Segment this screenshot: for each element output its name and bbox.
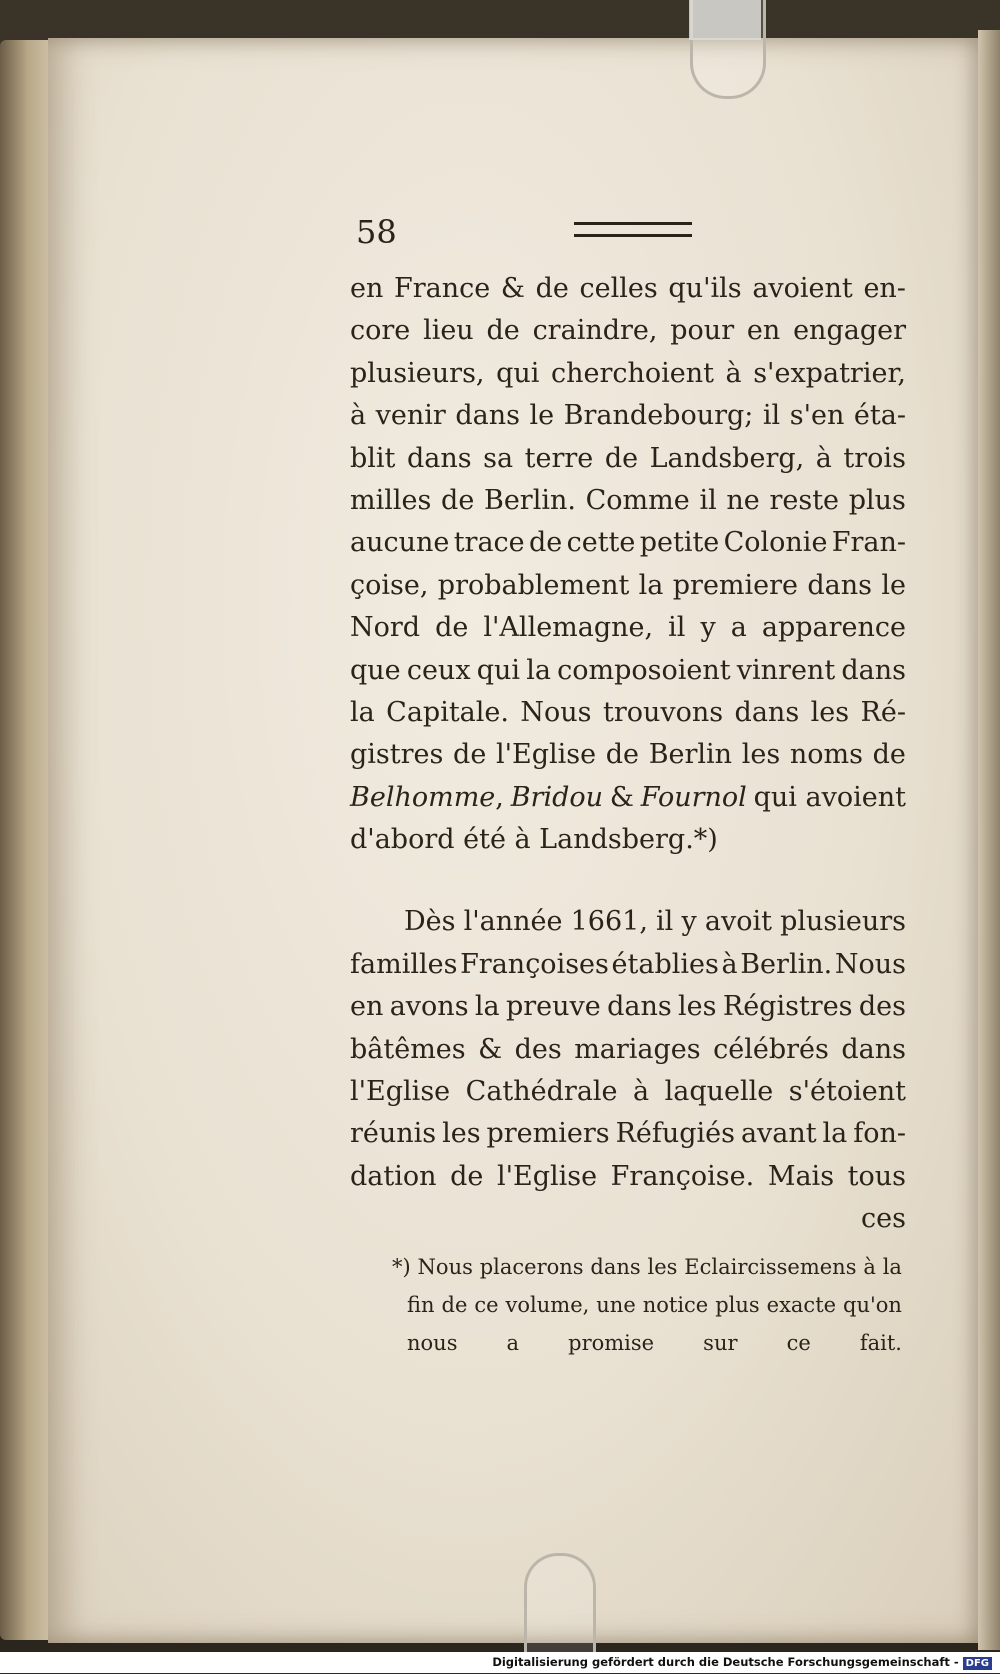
- text-line-last: d'abord été à Landsberg.*): [350, 824, 718, 856]
- footnote: [392, 1248, 902, 1362]
- paragraph-1: [350, 268, 906, 777]
- text-line: que ceux qui la composoient vinrent dans: [350, 654, 906, 686]
- page-stack-right-edge: [978, 30, 1000, 1650]
- text-line: la Capitale. Nous trouvons dans les Ré-: [350, 696, 906, 728]
- text-line: plusieurs, qui cherchoient à s'expatrier,: [350, 357, 906, 389]
- page-clip-top: [690, 0, 766, 99]
- text-line: Dès l'année 1661, il y avoit plusieurs: [404, 906, 906, 938]
- text-line: aucune trace de cette petite Colonie Fran-: [350, 527, 906, 559]
- dfg-logo: DFG: [963, 1657, 992, 1670]
- page-number: 58: [356, 213, 397, 251]
- text-line: dation de l'Eglise Françoise. Mais tous: [350, 1160, 906, 1192]
- text-line: à venir dans le Brandebourg; il s'en éta-: [350, 400, 906, 432]
- text-line: réunis les premiers Réfugiés avant la fon-: [350, 1118, 906, 1150]
- body-text: [350, 268, 906, 1241]
- digitization-credit: Digitalisierung gefördert durch die Deutsche Forschungsgemeinschaft - DFG: [0, 1652, 1000, 1673]
- text-line: familles Françoises établies à Berlin. Nous: [350, 948, 906, 980]
- text-line: l'Eglise Cathédrale à laquelle s'étoient: [350, 1076, 906, 1108]
- paragraph-2: [350, 901, 906, 1198]
- text-line: Nord de l'Allemagne, il y a apparence: [350, 612, 906, 644]
- text-line: gistres de l'Eglise de Berlin les noms de: [350, 739, 906, 771]
- page-clip-bottom: [524, 1553, 596, 1656]
- text-line: blit dans sa terre de Landsberg, à trois: [350, 442, 906, 474]
- name-belhomme: Belhomme: [350, 781, 496, 813]
- text-line: bâtêmes & des mariages célébrés dans: [350, 1033, 906, 1065]
- text-line: nous a promise sur ce fait.: [407, 1331, 902, 1355]
- text-line: en France & de celles qu'ils avoient en-: [350, 273, 906, 304]
- name-bridou: Bridou: [510, 781, 604, 813]
- text-line-names: Belhomme, Bridou & Fournol qui avoient: [350, 781, 906, 813]
- text-line: en avons la preuve dans les Régistres des: [350, 991, 906, 1023]
- text-line: core lieu de craindre, pour en engager: [350, 315, 906, 347]
- name-fournol: Fournol: [640, 781, 747, 813]
- text-line: *) Nous placerons dans les Eclaircissemens à la: [392, 1255, 902, 1279]
- text-line: milles de Berlin. Comme il ne reste plus: [350, 484, 906, 516]
- text-line: çoise, probablement la premiere dans le: [350, 569, 906, 601]
- header-rule: [574, 222, 692, 237]
- text-line: fin de ce volume, une notice plus exacte qu'on: [407, 1293, 902, 1317]
- catchword: ces: [861, 1203, 906, 1235]
